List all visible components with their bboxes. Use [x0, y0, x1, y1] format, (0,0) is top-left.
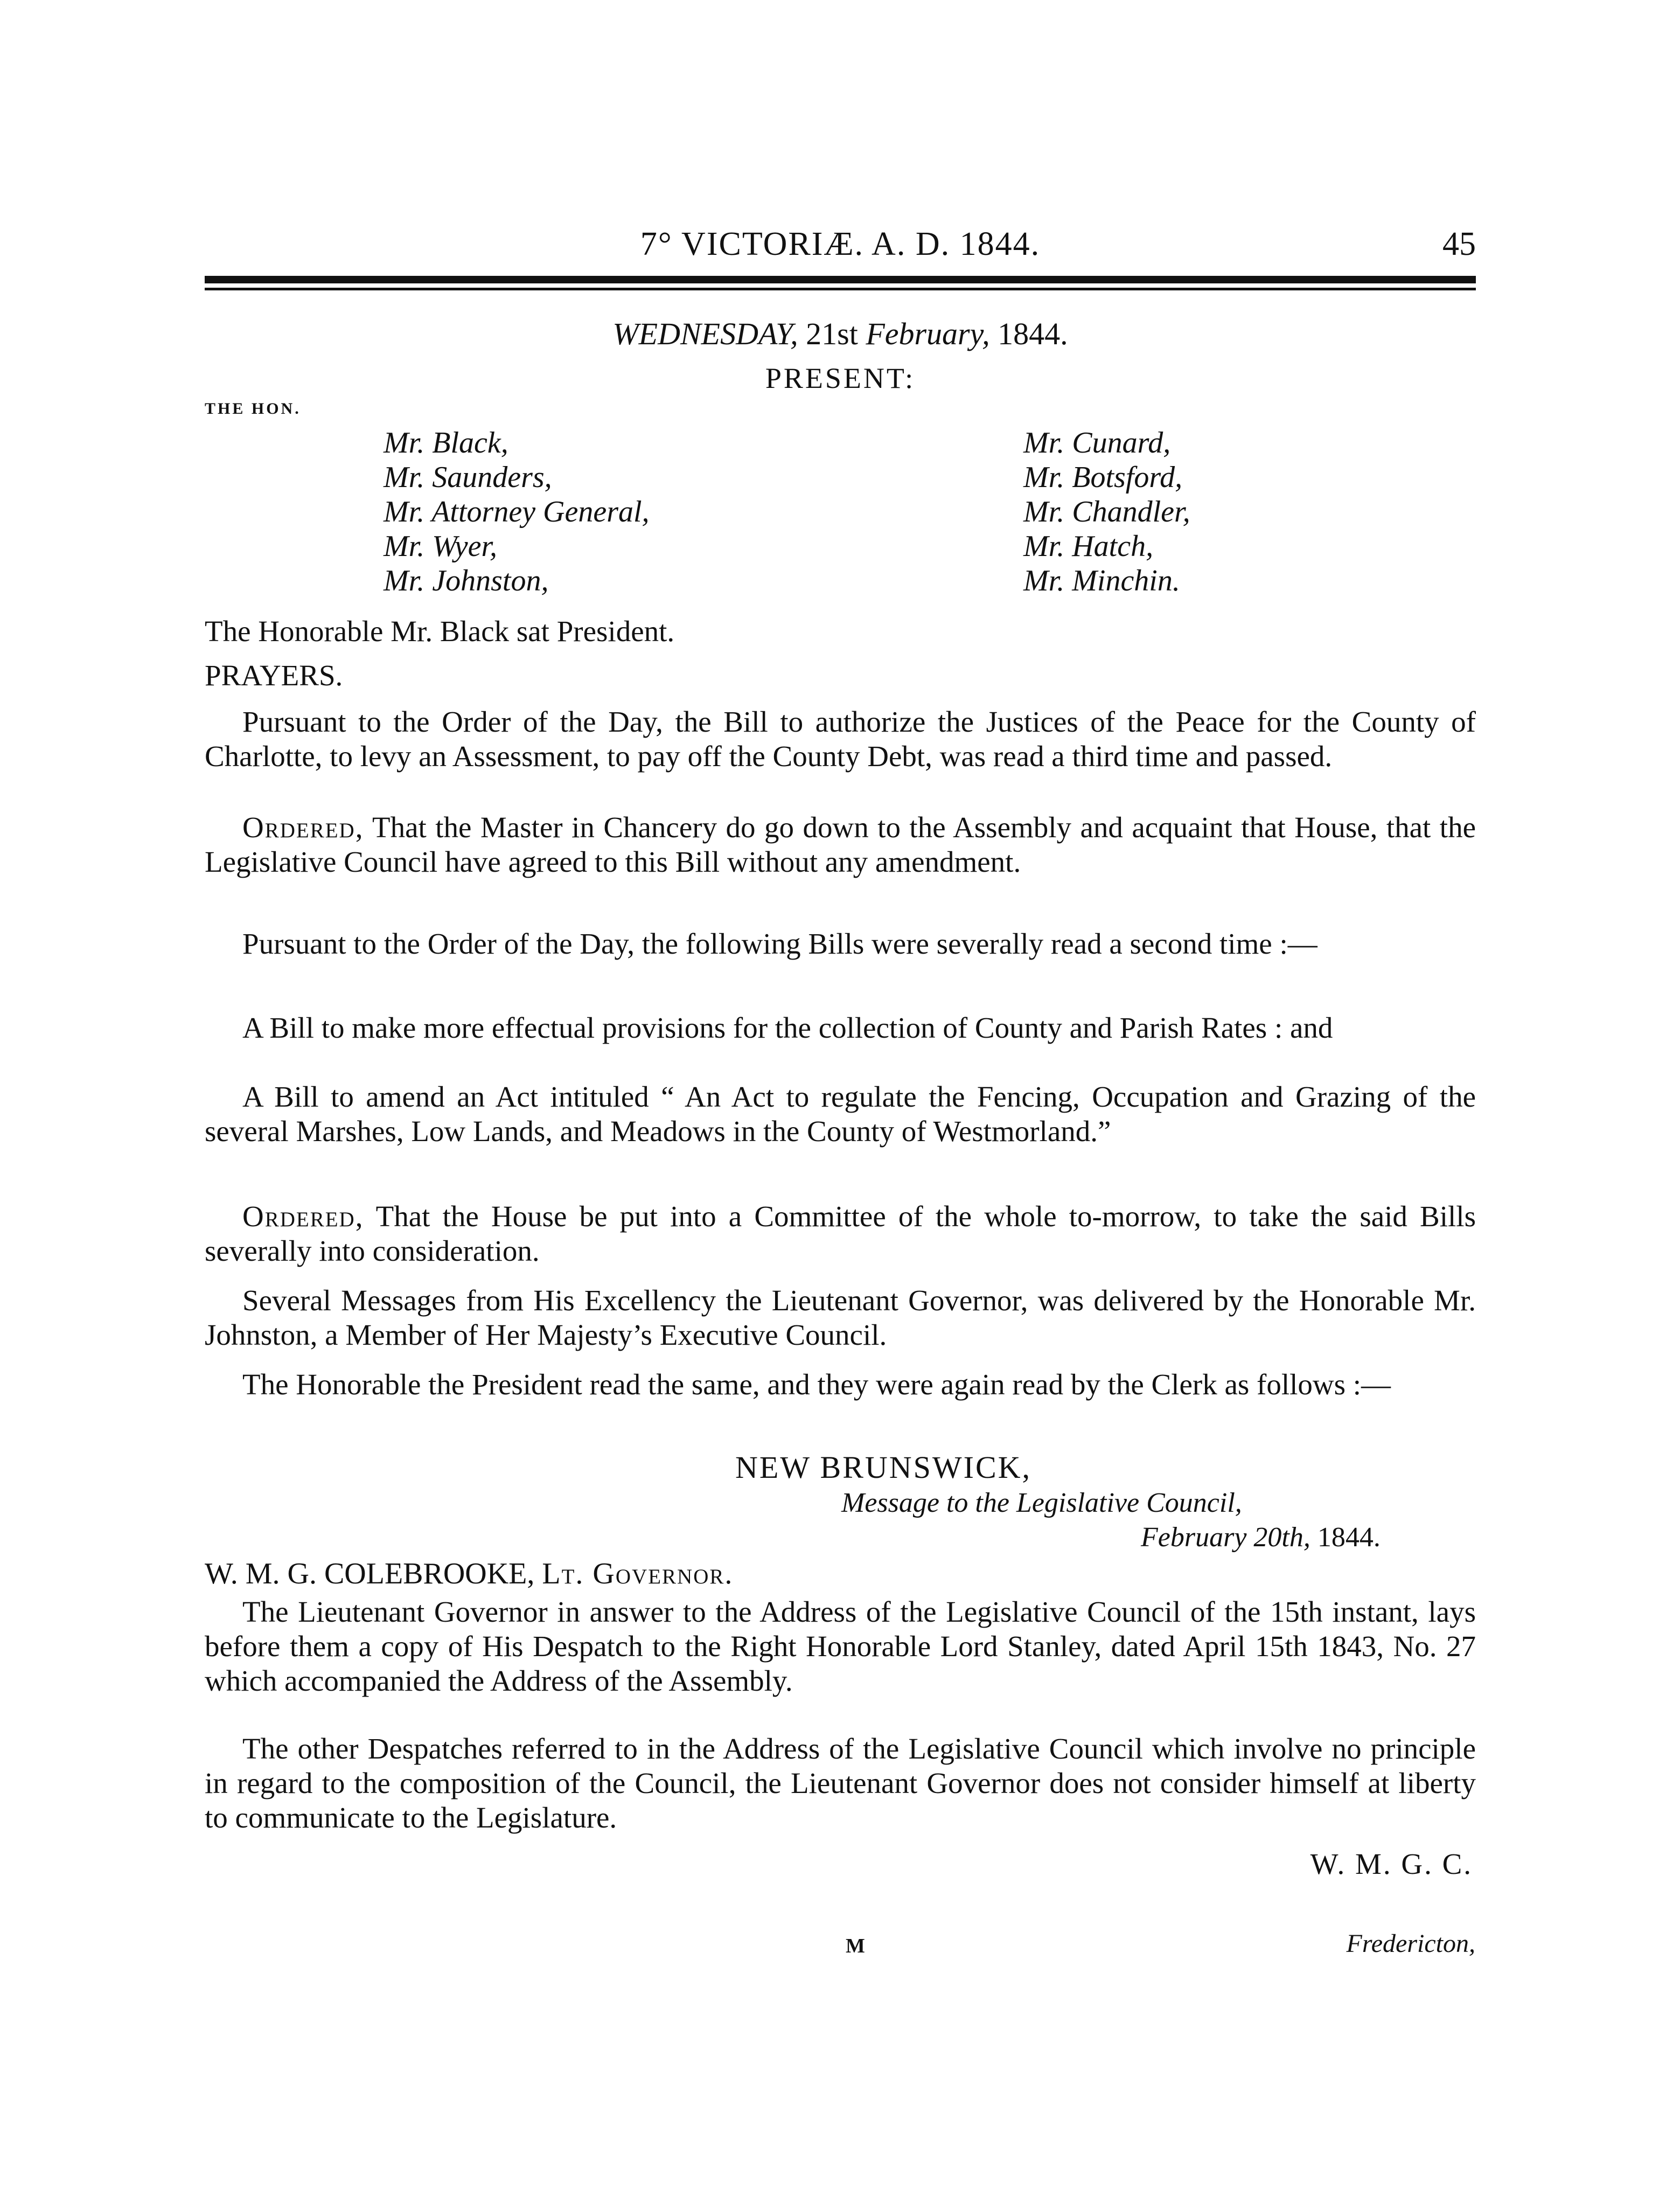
ordered-text: That the House be put into a Committee of the whole to-morrow, to take the said Bills severally into consideration. — [205, 1200, 1476, 1267]
member-name: Mr. Chandler, — [1023, 495, 1190, 529]
governor-line — [205, 1556, 733, 1592]
members-list-left — [384, 426, 650, 598]
member-name: Mr. Black, — [384, 426, 508, 460]
prayers-heading: PRAYERS. — [205, 659, 343, 692]
running-head — [205, 220, 1476, 268]
message-title: Message to the Legislative Council, — [841, 1488, 1242, 1518]
catchword: Fredericton, — [1346, 1929, 1475, 1958]
signature-mark: M — [846, 1935, 866, 1957]
message-date — [1141, 1520, 1381, 1555]
message-date-day: February 20th, — [1141, 1522, 1310, 1553]
present-heading: PRESENT: — [765, 362, 916, 394]
member-name: Mr. Minchin. — [1023, 564, 1180, 597]
paragraph-ordered-master — [205, 810, 1476, 879]
ordered-text: That the Master in Chancery do go down to the Assembly and acquaint that House, that the Legislative Council have agreed to this Bill without any amendment. — [205, 811, 1476, 878]
session-date — [205, 312, 1476, 356]
member-name: Mr. Attorney General, — [384, 495, 650, 529]
message-paragraph-other-despatches: The other Despatches referred to in the Address of the Legislative Council which involve no principle in regard to the composition of the Council, the Lieutenant Governor does not consider himself at liberty to communicate to the Legislature. — [205, 1732, 1476, 1834]
member-name: Mr. Cunard, — [1023, 426, 1171, 460]
page-number: 45 — [1442, 226, 1476, 262]
member-name: Mr. Hatch, — [1023, 530, 1154, 563]
message-paragraph-despatch: The Lieutenant Governor in answer to the Address of the Legislative Council of the 15th instant, lays before them a copy of His Despatch to the Right Honorable Lord Stanley, dated April 15th 1843, No. 27 which accompanied the Address of the Assembly. — [205, 1595, 1476, 1697]
message-date-year: 1844. — [1317, 1522, 1381, 1553]
session-date-weekday: WEDNESDAY, — [612, 316, 798, 351]
message-signature: W. M. G. C. — [1310, 1847, 1473, 1880]
governor-name: W. M. G. COLEBROOKE, — [205, 1557, 535, 1590]
hon-label: THE HON. — [205, 400, 301, 418]
message-province: NEW BRUNSWICK, — [735, 1450, 1032, 1485]
president-line: The Honorable Mr. Black sat President. — [205, 615, 675, 648]
header-rule-thick — [205, 276, 1476, 283]
paragraph-ordered-committee — [205, 1199, 1476, 1268]
members-list-right — [1023, 426, 1190, 598]
member-name: Mr. Saunders, — [384, 461, 552, 494]
session-date-day: 21st — [806, 316, 858, 351]
member-name: Mr. Botsford, — [1023, 461, 1183, 494]
paragraph-second-reading: Pursuant to the Order of the Day, the following Bills were severally read a second time :— — [242, 927, 1317, 960]
member-name: Mr. Wyer, — [384, 530, 498, 563]
header-rule-thin — [205, 288, 1476, 290]
governor-title: Lt. Governor. — [542, 1557, 734, 1590]
member-name: Mr. Johnston, — [384, 564, 549, 597]
paragraph-president-read: The Honorable the President read the same, and they were again read by the Clerk as follows :— — [242, 1368, 1391, 1401]
paragraph-bill-rates: A Bill to make more effectual provisions for the collection of County and Parish Rates : and — [242, 1011, 1333, 1044]
running-head-title: 7° VICTORIÆ. A. D. 1844. — [640, 226, 1041, 262]
paragraph-third-reading: Pursuant to the Order of the Day, the Bill to authorize the Justices of the Peace for the County of Charlotte, to levy an Assessment, to pay off the County Debt, was read a third time and passed. — [205, 705, 1476, 773]
ordered-label: Ordered, — [242, 811, 364, 844]
session-date-month: February, — [866, 316, 990, 351]
paragraph-messages: Several Messages from His Excellency the Lieutenant Governor, was delivered by the Honorable Mr. Johnston, a Member of Her Majesty’s Executive Council. — [205, 1284, 1476, 1351]
paragraph-bill-marshes: A Bill to amend an Act intituled “ An Act to regulate the Fencing, Occupation and Grazing of the several Marshes, Low Lands, and Meadows in the County of Westmorland.” — [205, 1080, 1476, 1148]
session-date-year: 1844. — [998, 316, 1068, 351]
ordered-label: Ordered, — [242, 1200, 364, 1233]
